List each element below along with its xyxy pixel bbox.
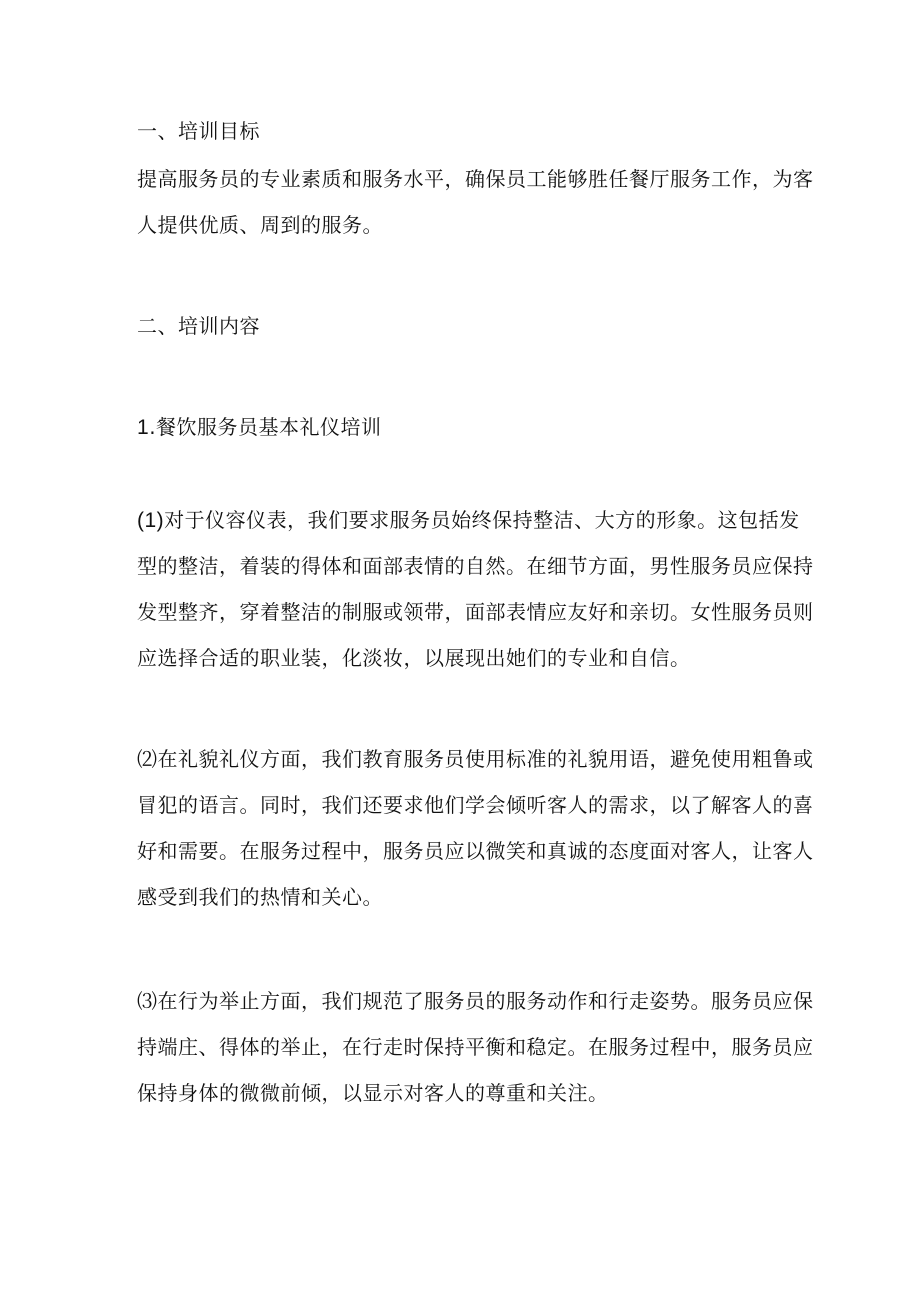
paragraph-goal — [137, 156, 814, 248]
paragraph-line: 型的整洁，着装的得体和面部表情的自然。在细节方面，男性服务员应保持 — [137, 554, 814, 578]
paragraph-line — [137, 497, 800, 543]
section-heading-goal: 一、培训目标 — [137, 119, 260, 143]
paragraph-line: ⑵在礼貌礼仪方面，我们教育服务员使用标准的礼貌用语，避免使用粗鲁或 — [137, 747, 814, 771]
paragraph-line: 好和需要。在服务过程中，服务员应以微笑和真诚的态度面对客人，让客人 — [137, 839, 814, 863]
subsection-title: .餐饮服务员基本礼仪培训 — [149, 415, 382, 439]
section-heading-content: 二、培训内容 — [137, 314, 260, 338]
paragraph-line: ⑶在行为举止方面，我们规范了服务员的服务动作和行走姿势。服务员应保 — [137, 989, 814, 1013]
paragraph-behavior — [137, 978, 814, 1116]
paragraph-appearance — [137, 497, 814, 681]
paragraph-line: 人提供优质、周到的服务。 — [137, 213, 383, 237]
paragraph-line: 持端庄、得体的举止，在行走时保持平衡和稳定。在服务过程中，服务员应 — [137, 1035, 814, 1059]
subsection-number: 1 — [137, 416, 150, 439]
paragraph-line: 应选择合适的职业装，化淡妆，以展现出她们的专业和自信。 — [137, 646, 691, 670]
paragraph-line: 冒犯的语言。同时，我们还要求他们学会倾听客人的需求，以了解客人的喜 — [137, 793, 814, 817]
paragraph-marker: (1) — [137, 509, 165, 532]
subsection-heading-etiquette — [137, 413, 382, 442]
paragraph-line: 提高服务员的专业素质和服务水平，确保员工能够胜任餐厅服务工作，为客 — [137, 167, 814, 191]
paragraph-line: 保持身体的微微前倾，以显示对客人的尊重和关注。 — [137, 1081, 609, 1105]
paragraph-line: 发型整齐，穿着整洁的制服或领带，面部表情应友好和亲切。女性服务员则 — [137, 600, 814, 624]
paragraph-line-text: 对于仪容仪表，我们要求服务员始终保持整洁、大方的形象。这包括发 — [164, 508, 800, 532]
paragraph-courtesy — [137, 736, 814, 920]
paragraph-line: 感受到我们的热情和关心。 — [137, 885, 383, 909]
